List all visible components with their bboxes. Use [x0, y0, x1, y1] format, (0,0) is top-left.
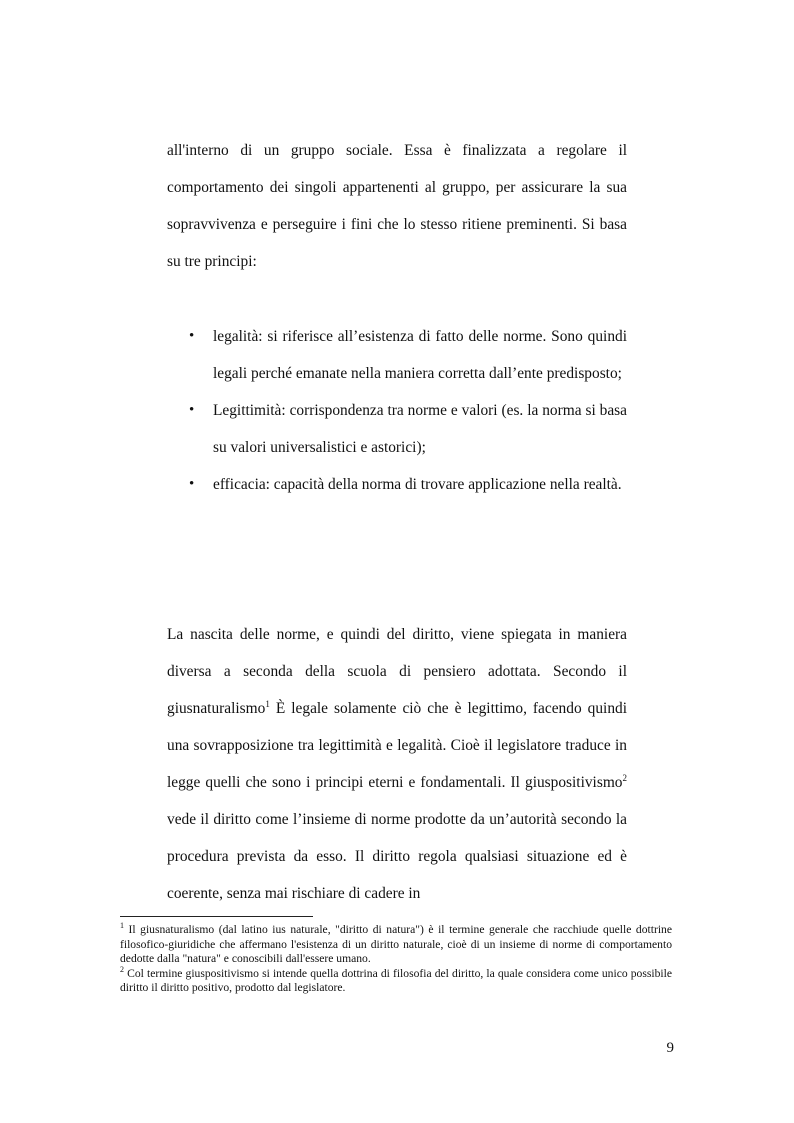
paragraph-origins-part1: La nascita delle norme, e quindi del diritto, viene spiegata in maniera diversa a seconda della scuola di pensiero adottata. Secondo il giusnaturalismo [167, 626, 627, 717]
principle-text: legalità: si riferisce all’esistenza di fatto delle norme. Sono quindi legali perché emanate nella maniera corretta dall’ente predisposto; [213, 328, 627, 382]
paragraph-origins [167, 616, 627, 912]
footnote-ref-1[interactable]: 1 [265, 698, 270, 709]
principle-efficacia [167, 466, 627, 503]
bullet-icon: • [189, 402, 195, 418]
principle-legittimita [167, 392, 627, 466]
footnote-2-text: Col termine giuspositivismo si intende quella dottrina di filosofia del diritto, la quale considera come unico possibile diritto il diritto positivo, prodotto dal legislatore. [120, 966, 672, 995]
principles-list [167, 318, 627, 503]
footnote-1-marker: 1 [120, 921, 124, 931]
page-number: 9 [666, 1040, 674, 1056]
principle-legalita [167, 318, 627, 392]
bullet-icon: • [189, 476, 195, 492]
paragraph-origins-part3: vede il diritto come l’insieme di norme prodotte da un’autorità secondo la procedura prevista da esso. Il diritto regola qualsiasi situazione ed è coerente, senza mai rischiare di cadere in [167, 811, 627, 902]
principle-text: Legittimità: corrispondenza tra norme e valori (es. la norma si basa su valori universalistici e astorici); [213, 402, 627, 456]
paragraph-intro: all'interno di un gruppo sociale. Essa è finalizzata a regolare il comportamento dei singoli appartenenti al gruppo, per assicurare la sua sopravvivenza e perseguire i fini che lo stesso ritiene preminenti. Si basa su tre principi: [167, 142, 627, 270]
principle-text: efficacia: capacità della norma di trovare applicazione nella realtà. [213, 476, 622, 493]
paragraph-origins-part2: È legale solamente ciò che è legittimo, facendo quindi una sovrapposizione tra legittimità e legalità. Cioè il legislatore traduce in legge quelli che sono i principi eterni e fondamentali. Il giuspositivismo [167, 700, 627, 791]
footnote-separator [120, 916, 313, 917]
footnote-1-text: Il giusnaturalismo (dal latino ius naturale, "diritto di natura") è il termine generale che racchiude quelle dottrine filosofico-giuridiche che affermano l'esistenza di un diritto naturale, cioè di un insieme di norme di comportamento dedotte dalla "natura" e conoscibili dall'essere umano. [120, 923, 672, 966]
footnote-2-marker: 2 [120, 964, 124, 974]
bullet-icon: • [189, 328, 195, 344]
footnote-ref-2[interactable]: 2 [622, 772, 627, 783]
footnote-1 [120, 923, 672, 967]
footnotes [120, 923, 672, 996]
footnote-2 [120, 964, 672, 996]
